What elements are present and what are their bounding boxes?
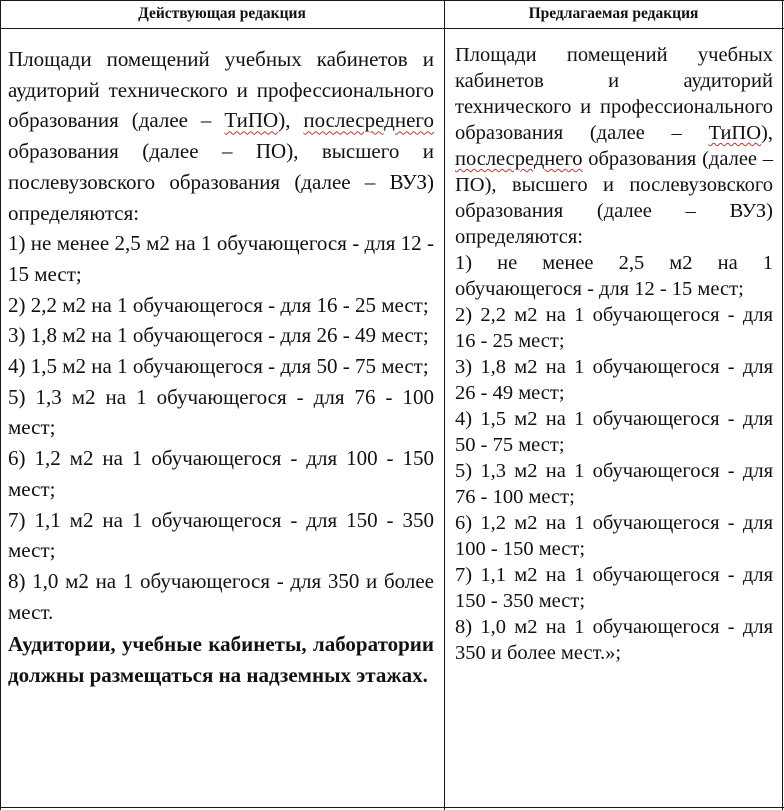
spell-mark-tipo: ТиПО (708, 122, 762, 144)
current-text-column (8, 44, 434, 691)
current-item-4: 4) 1,5 м2 на 1 обучающегося - для 50 - 75 мест; (8, 354, 429, 379)
spell-mark-tipo: ТиПО (224, 108, 279, 133)
header-divider (0, 28, 784, 29)
proposed-item-5: 5) 1,3 м2 на 1 обучающегося - для 76 - 100 мест; (455, 460, 773, 508)
current-intro: Площади помещений учебных кабинетов и аудиторий технического и профессионального образования (далее – ТиПО), послесреднего образования (далее – ПО), высшего и послевузовского образования (далее – ВУЗ) определяются: (8, 47, 434, 225)
proposed-item-1: 1) не менее 2,5 м2 на 1 обучающегося - для 12 - 15 мест; (455, 252, 773, 300)
column-divider (444, 0, 445, 810)
current-item-3: 3) 1,8 м2 на 1 обучающегося - для 26 - 49 мест; (8, 323, 429, 348)
current-item-6: 6) 1,2 м2 на 1 обучающегося - для 100 - 150 мест; (8, 446, 434, 501)
table-right-border (782, 0, 783, 810)
current-item-5: 5) 1,3 м2 на 1 обучающегося - для 76 - 100 мест; (8, 384, 434, 440)
current-item-2: 2) 2,2 м2 на 1 обучающегося - для 16 - 25 мест; (8, 292, 429, 317)
current-item-1: 1) не менее 2,5 м2 на 1 обучающегося - для 12 - 15 мест; (8, 231, 434, 286)
current-item-8: 8) 1,0 м2 на 1 обучающегося - для 350 и более мест. (8, 568, 434, 624)
proposed-item-7: 7) 1,1 м2 на 1 обучающегося - для 150 - 350 мест; (455, 564, 773, 612)
proposed-item-6: 6) 1,2 м2 на 1 обучающегося - для 100 - 150 мест; (455, 512, 773, 560)
current-note: Аудитории, учебные кабинеты, лаборатории должны размещаться на надземных этажах. (8, 632, 434, 688)
proposed-intro: Площади помещений учебных кабинетов и аудиторий технического и профессионального образования (далее – ТиПО), послесреднего образования (далее – ПО), высшего и послевузовского образования (далее – ВУЗ) определяются: (455, 44, 773, 248)
spell-mark-poslesrednego: послесреднего (303, 108, 434, 133)
header-current: Действующая редакция (138, 5, 306, 22)
spell-mark-poslesrednego: послесреднего (455, 148, 583, 170)
current-item-7: 7) 1,1 м2 на 1 обучающегося - для 150 - 350 мест; (8, 507, 434, 563)
proposed-item-2: 2) 2,2 м2 на 1 обучающегося - для 16 - 25 мест; (455, 304, 773, 352)
table-left-border (0, 0, 1, 810)
table-bottom-border (0, 807, 784, 808)
proposed-item-4: 4) 1,5 м2 на 1 обучающегося - для 50 - 75 мест; (455, 408, 773, 456)
proposed-item-3: 3) 1,8 м2 на 1 обучающегося - для 26 - 49 мест; (455, 356, 773, 404)
proposed-text-column (455, 42, 773, 666)
header-proposed: Предлагаемая редакция (528, 5, 699, 22)
proposed-item-8: 8) 1,0 м2 на 1 обучающегося - для 350 и более мест.»; (455, 616, 773, 664)
